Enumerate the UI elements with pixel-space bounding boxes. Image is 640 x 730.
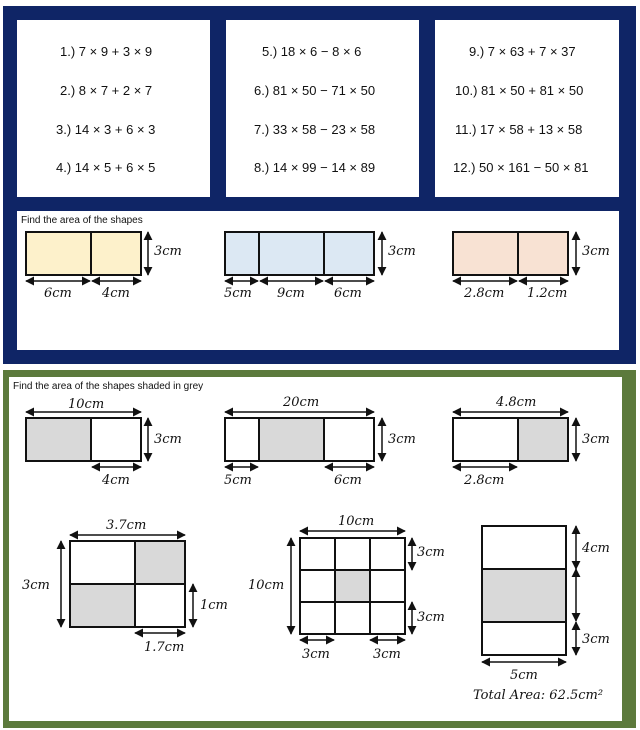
shape3-height: 3cm	[582, 244, 610, 259]
question-9: 9.) 7 × 63 + 7 × 37	[469, 44, 576, 59]
shape-e-right1-label: 3cm	[417, 545, 445, 560]
shape2-width-2: 9cm	[277, 286, 305, 301]
shape-c-top-label: 4.8cm	[496, 395, 537, 410]
question-1: 1.) 7 × 9 + 3 × 9	[60, 44, 153, 59]
shape-c-height-label: 3cm	[582, 432, 610, 447]
shape-b-height-label: 3cm	[388, 432, 416, 447]
shape-d-right-label: 1cm	[200, 598, 228, 613]
shape-f-right2-label: 3cm	[582, 632, 610, 647]
shape2-width-1: 5cm	[224, 286, 252, 301]
question-5: 5.) 18 × 6 − 8 × 6	[262, 44, 362, 59]
question-7: 7.) 33 × 58 − 23 × 58	[254, 122, 376, 137]
shape-e-left-label: 10cm	[248, 578, 285, 593]
grey-instruction: Find the area of the shapes shaded in grey	[13, 381, 204, 392]
shape-d-left-label: 3cm	[22, 578, 50, 593]
question-3: 3.) 14 × 3 + 6 × 3	[56, 122, 156, 137]
shape-a-height-label: 3cm	[154, 432, 182, 447]
shape-c-bottom-label: 2.8cm	[464, 473, 505, 488]
shape-e-bottom1-label: 3cm	[302, 647, 330, 662]
shape-f-total-area: Total Area: 62.5cm²	[473, 688, 604, 703]
question-4: 4.) 14 × 5 + 6 × 5	[56, 160, 156, 175]
shape-e-right2-label: 3cm	[417, 610, 445, 625]
question-11: 11.) 17 × 58 + 13 × 58	[455, 122, 583, 137]
shape-b-right-label: 6cm	[334, 473, 362, 488]
shape-b-left-label: 5cm	[224, 473, 252, 488]
shape-b-top-label: 20cm	[283, 395, 320, 410]
question-2: 2.) 8 × 7 + 2 × 7	[60, 83, 153, 98]
shape-a-top-label: 10cm	[68, 397, 105, 412]
question-10: 10.) 81 × 50 + 81 × 50	[455, 83, 584, 98]
shape1-width-1: 6cm	[44, 286, 72, 301]
area-instruction: Find the area of the shapes	[21, 215, 143, 226]
shape-e-top-label: 10cm	[338, 514, 375, 529]
shape2-height: 3cm	[388, 244, 416, 259]
shape-f-bottom-label: 5cm	[510, 668, 538, 683]
shape-d-top-label: 3.7cm	[106, 518, 147, 533]
shape-d-bottom-label: 1.7cm	[144, 640, 185, 655]
question-8: 8.) 14 × 99 − 14 × 89	[254, 160, 376, 175]
question-6: 6.) 81 × 50 − 71 × 50	[254, 83, 376, 98]
shape-a-bottom-label: 4cm	[102, 473, 130, 488]
shape2-width-3: 6cm	[334, 286, 362, 301]
shape-f-right1-label: 4cm	[582, 541, 610, 556]
shape1-width-2: 4cm	[102, 286, 130, 301]
shape3-width-2: 1.2cm	[527, 286, 568, 301]
shape1-height: 3cm	[154, 244, 182, 259]
question-12: 12.) 50 × 161 − 50 × 81	[453, 160, 589, 175]
shape3-width-1: 2.8cm	[464, 286, 505, 301]
shape-e-bottom2-label: 3cm	[373, 647, 401, 662]
